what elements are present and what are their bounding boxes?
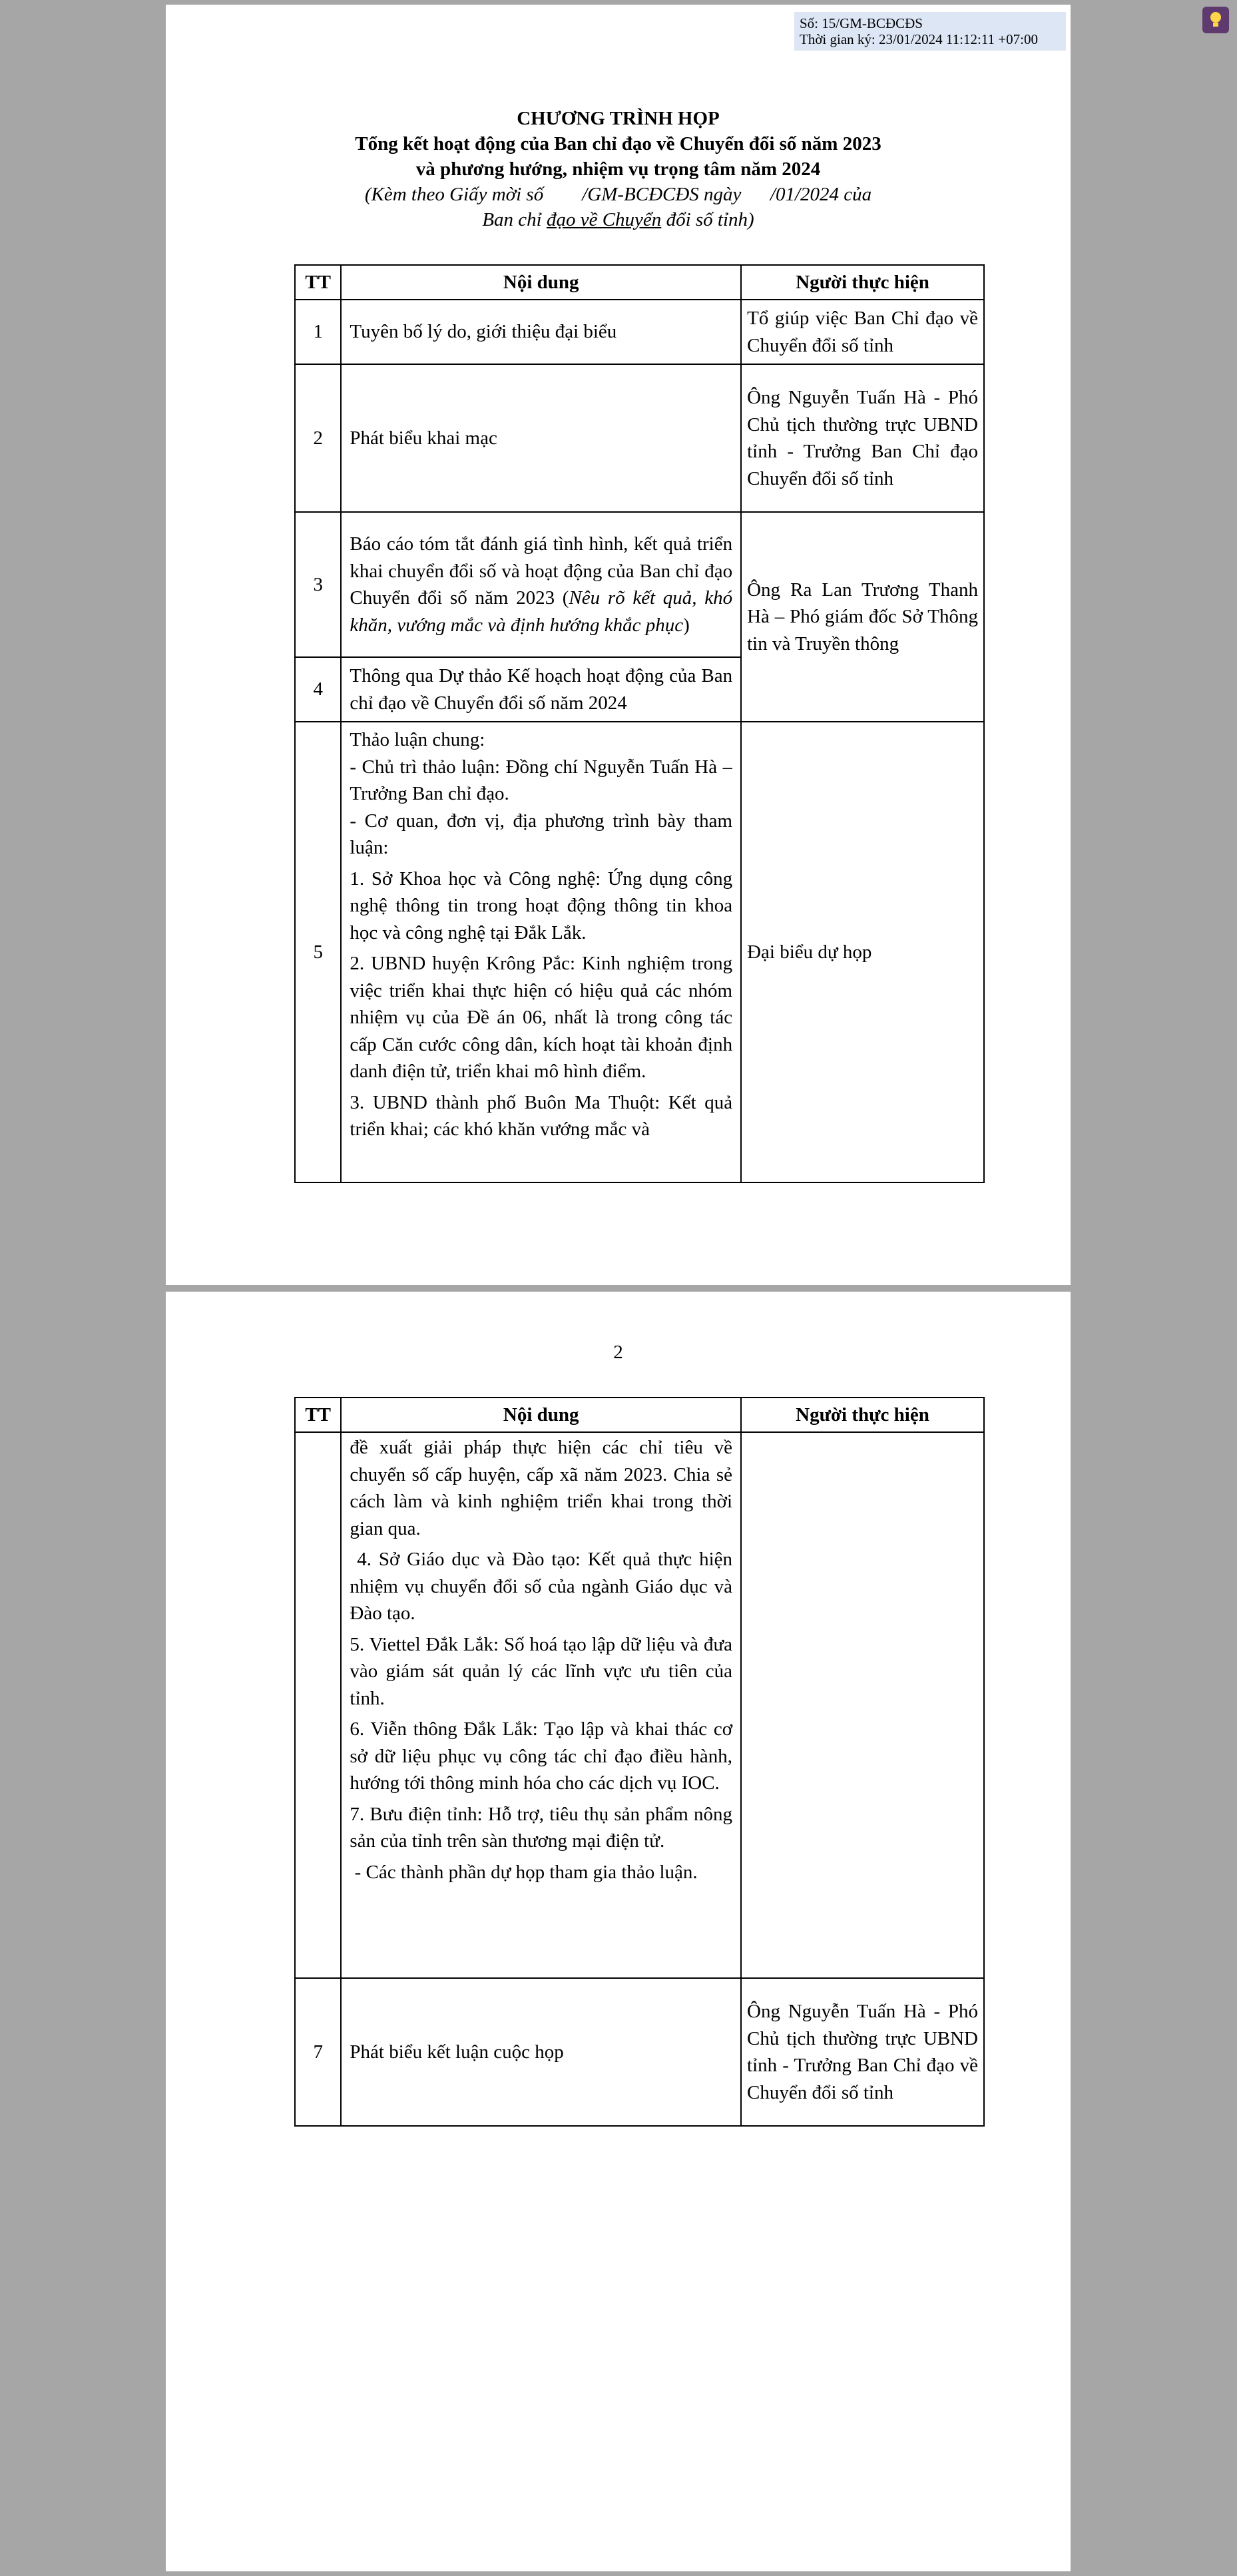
row-responsible: Ông Nguyễn Tuấn Hà - Phó Chủ tịch thường trực UBND tỉnh - Trưởng Ban Chỉ đạo Chuyển đổi số tỉnh	[741, 364, 984, 512]
digital-signature-box	[794, 12, 1066, 51]
lightbulb-glyph	[1208, 11, 1224, 29]
header-noi-dung: Nội dung	[341, 265, 741, 300]
signature-timestamp: Thời gian ký: 23/01/2024 11:12:11 +07:00	[800, 31, 1038, 47]
row-responsible-empty	[741, 1432, 984, 1978]
discussion-presenters: - Cơ quan, đơn vị, địa phương trình bày tham luận:	[350, 810, 733, 858]
document-note-1: (Kèm theo Giấy mời số /GM-BCĐCĐS ngày /01/2024 của	[364, 184, 872, 205]
header-nguoi-thuc-hien: Người thực hiện	[741, 265, 984, 300]
header-tt: TT	[295, 1398, 341, 1432]
lightbulb-icon[interactable]	[1202, 7, 1229, 33]
agenda-table	[294, 264, 985, 1183]
row-3-content-b: )	[683, 614, 690, 636]
document-page-2	[166, 1292, 1071, 2571]
document-note-2	[166, 207, 1071, 232]
table-row	[295, 512, 984, 657]
row-content	[341, 512, 741, 657]
discussion-item-3: 3. UBND thành phố Buôn Ma Thuột: Kết quả triển khai; các khó khăn vướng mắc và	[350, 1091, 733, 1140]
note-2-part-b: đổi số tỉnh)	[661, 209, 754, 230]
row-responsible: Ông Ra Lan Trương Thanh Hà – Phó giám đốc Sở Thông tin và Truyền thông	[741, 512, 984, 722]
discussion-item-4: 4. Sở Giáo dục và Đào tạo: Kết quả thực hiện nhiệm vụ chuyển đổi số của ngành Giáo dục và Đào tạo.	[350, 1549, 738, 1624]
row-3-content-a: Báo cáo tóm tắt đánh giá tình hình, kết quả triển khai chuyển đổi số và hoạt động của Ban chỉ đạo Chuyển đổi số năm 2023 (	[350, 533, 733, 609]
table-row	[295, 722, 984, 1182]
document-subtitle-1: Tổng kết hoạt động của Ban chỉ đạo về Chuyển đổi số năm 2023	[355, 133, 881, 154]
row-number-empty	[295, 1432, 341, 1978]
table-header-row	[295, 265, 984, 300]
discussion-item-1: 1. Sở Khoa học và Công nghệ: Ứng dụng công nghệ thông tin trong hoạt động thông tin khoa học và công nghệ tại Đắk Lắk.	[350, 868, 733, 943]
row-number: 7	[295, 1978, 341, 2126]
row-content: Thông qua Dự thảo Kế hoạch hoạt động của Ban chỉ đạo về Chuyển đổi số năm 2024	[341, 657, 741, 722]
header-noi-dung: Nội dung	[341, 1398, 741, 1432]
row-responsible: Ông Nguyễn Tuấn Hà - Phó Chủ tịch thường trực UBND tỉnh - Trưởng Ban Chỉ đạo về Chuyển đổi số tỉnh	[741, 1978, 984, 2126]
row-content: Tuyên bố lý do, giới thiệu đại biểu	[341, 300, 741, 364]
row-responsible: Đại biểu dự họp	[741, 722, 984, 1182]
table-header-row	[295, 1398, 984, 1432]
table-row	[295, 364, 984, 512]
document-subtitle-2: và phương hướng, nhiệm vụ trọng tâm năm 2024	[415, 158, 821, 180]
row-content: Phát biểu kết luận cuộc họp	[341, 1978, 741, 2126]
agenda-table-continued	[294, 1397, 985, 2127]
row-5-content-clip	[350, 726, 732, 1182]
signature-document-number: Số: 15/GM-BCĐCĐS	[800, 15, 923, 31]
table-row	[295, 1432, 984, 1978]
row-content	[341, 1432, 741, 1978]
row-number: 4	[295, 657, 341, 722]
discussion-item-2: 2. UBND huyện Krông Pắc: Kinh nghiệm trong việc triển khai thực hiện có hiệu quả các nhóm nhiệm vụ của Đề án 06, nhất là trong công tác cấp Căn cước công dân, kích hoạt tài khoản định danh điện tử, triển khai mô hình điểm.	[350, 953, 733, 1082]
row-content	[341, 722, 741, 1182]
discussion-item-3-continued: đề xuất giải pháp thực hiện các chỉ tiêu về chuyển số cấp huyện, cấp xã năm 2023. Chia sẻ cách làm và kinh nghiệm triển khai trong thời gian qua.	[350, 1437, 733, 1539]
discussion-item-5: 5. Viettel Đắk Lắk: Số hoá tạo lập dữ liệu và đưa vào giám sát quản lý các lĩnh vực ưu tiên của tỉnh.	[350, 1633, 733, 1709]
discussion-item-6: 6. Viễn thông Đắk Lắk: Tạo lập và khai thác cơ sở dữ liệu phục vụ công tác chỉ đạo điều hành, hướng tới thông minh hóa cho các dịch vụ IOC.	[350, 1718, 733, 1794]
page-number: 2	[613, 1342, 623, 1363]
note-2-underlined: đạo về Chuyển	[546, 209, 662, 230]
discussion-chair: - Chủ trì thảo luận: Đồng chí Nguyễn Tuấn Hà – Trưởng Ban chỉ đạo.	[350, 756, 733, 804]
discussion-participants: - Các thành phần dự họp tham gia thảo luận.	[350, 1861, 698, 1883]
table-row	[295, 300, 984, 364]
header-tt: TT	[295, 265, 341, 300]
row-3-content-italic: Nêu rõ kết quả, khó khăn, vướng mắc và định hướng khắc phục	[350, 587, 733, 636]
discussion-heading: Thảo luận chung:	[350, 729, 485, 750]
header-nguoi-thuc-hien: Người thực hiện	[741, 1398, 984, 1432]
row-number: 5	[295, 722, 341, 1182]
document-title: CHƯƠNG TRÌNH HỌP	[517, 108, 720, 129]
row-responsible: Tổ giúp việc Ban Chỉ đạo về Chuyển đổi số tỉnh	[741, 300, 984, 364]
table-row	[295, 1978, 984, 2126]
row-number: 3	[295, 512, 341, 657]
row-number: 2	[295, 364, 341, 512]
document-heading	[166, 106, 1071, 232]
document-page-1	[166, 5, 1071, 1285]
note-2-part-a: Ban chỉ	[482, 209, 547, 230]
row-number: 1	[295, 300, 341, 364]
discussion-item-7: 7. Bưu điện tỉnh: Hỗ trợ, tiêu thụ sản phẩm nông sản của tỉnh trên sàn thương mại điện tử.	[350, 1803, 733, 1852]
row-content: Phát biểu khai mạc	[341, 364, 741, 512]
